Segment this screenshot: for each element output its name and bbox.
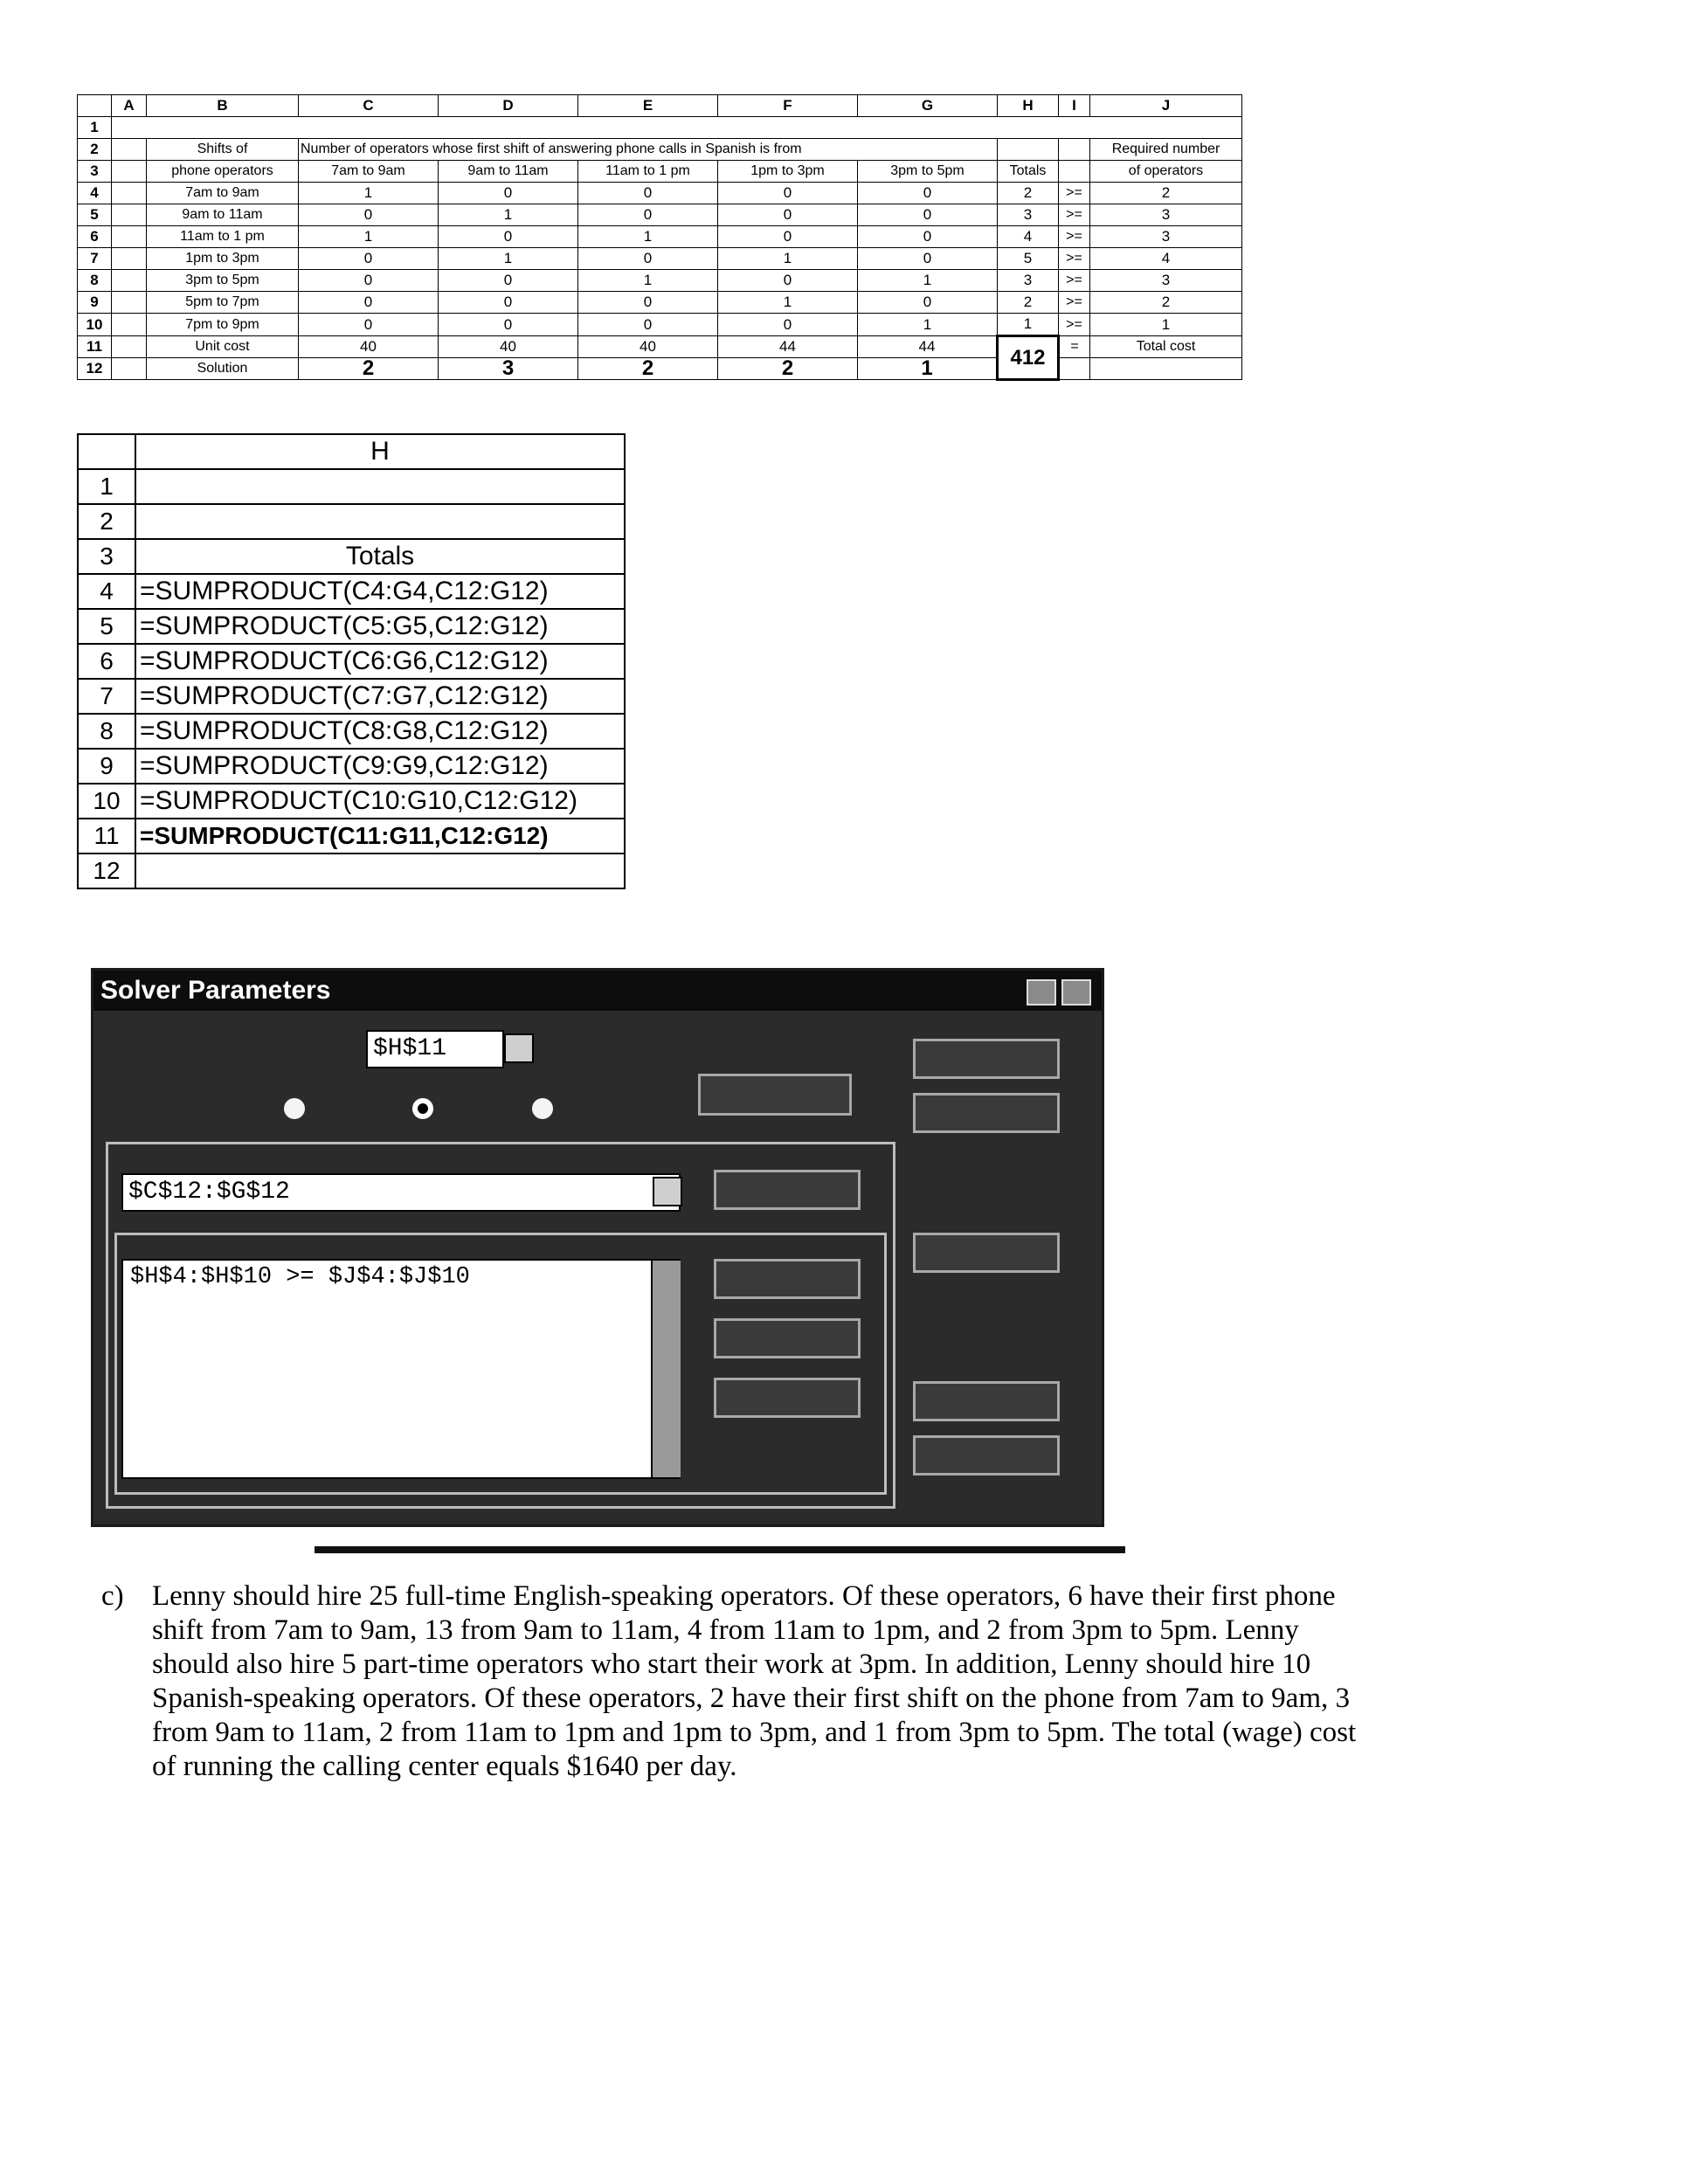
cell[interactable] <box>1059 161 1090 183</box>
formula-cell[interactable]: =SUMPRODUCT(C11:G11,C12:G12) <box>135 819 625 854</box>
changing-cells-input[interactable]: $C$12:$G$12 <box>121 1173 681 1212</box>
total-cell[interactable]: 3 <box>998 270 1059 292</box>
reset-all-button[interactable] <box>913 1381 1060 1421</box>
value-cell[interactable]: 1 <box>299 183 439 204</box>
delete-button[interactable] <box>714 1378 861 1418</box>
shifts-header-cell[interactable]: phone operators <box>147 161 299 183</box>
value-cell[interactable]: 1 <box>718 248 858 270</box>
total-cost-value[interactable]: 412 <box>998 336 1059 380</box>
constraints-list[interactable] <box>121 1259 681 1479</box>
operator-cell[interactable]: >= <box>1059 314 1090 336</box>
shift-label-cell[interactable]: 7pm to 9pm <box>147 314 299 336</box>
shift-label-cell[interactable]: 1pm to 3pm <box>147 248 299 270</box>
value-cell[interactable]: 0 <box>299 204 439 226</box>
cell[interactable] <box>1059 139 1090 161</box>
totals-header-cell[interactable]: Totals <box>998 161 1059 183</box>
unit-cost-cell[interactable]: 44 <box>858 336 998 358</box>
answer-paragraph <box>101 1579 1359 1784</box>
operator-cell[interactable]: >= <box>1059 183 1090 204</box>
period-header-cell[interactable]: 7am to 9am <box>299 161 439 183</box>
value-cell[interactable]: 1 <box>299 226 439 248</box>
required-cell[interactable]: 4 <box>1090 248 1242 270</box>
sheet-row <box>78 714 625 749</box>
row-header[interactable]: 4 <box>78 574 135 609</box>
total-cell[interactable]: 2 <box>998 292 1059 314</box>
operator-cell[interactable]: >= <box>1059 204 1090 226</box>
value-cell[interactable]: 0 <box>718 226 858 248</box>
value-cell[interactable]: 0 <box>858 292 998 314</box>
sheet-row <box>78 139 1242 161</box>
row-header[interactable]: 6 <box>78 226 112 248</box>
total-cell[interactable]: 5 <box>998 248 1059 270</box>
total-cell[interactable]: 2 <box>998 183 1059 204</box>
total-cell[interactable]: 1 <box>998 314 1059 336</box>
solution-cell[interactable]: 2 <box>718 358 858 380</box>
row-header[interactable]: 7 <box>78 248 112 270</box>
help-button[interactable] <box>913 1435 1060 1476</box>
equals-cell[interactable]: = <box>1059 336 1090 358</box>
value-cell[interactable]: 0 <box>578 183 718 204</box>
row-header[interactable]: 12 <box>78 358 112 380</box>
value-of-input[interactable] <box>698 1074 852 1116</box>
required-cell[interactable]: 2 <box>1090 292 1242 314</box>
cell[interactable] <box>112 161 147 183</box>
cell[interactable] <box>112 248 147 270</box>
value-cell[interactable]: 0 <box>299 270 439 292</box>
unit-cost-label[interactable]: Unit cost <box>147 336 299 358</box>
row-header[interactable]: 12 <box>78 854 135 888</box>
close-icon[interactable] <box>1061 979 1091 1006</box>
cell[interactable] <box>998 139 1059 161</box>
period-header-cell[interactable]: 9am to 11am <box>439 161 578 183</box>
value-cell[interactable]: 0 <box>718 204 858 226</box>
row-header[interactable]: 3 <box>78 539 135 574</box>
formula-cell[interactable]: =SUMPRODUCT(C6:G6,C12:G12) <box>135 644 625 679</box>
value-cell[interactable]: 0 <box>718 183 858 204</box>
col-header-e[interactable]: E <box>578 95 718 117</box>
value-cell[interactable]: 1 <box>439 204 578 226</box>
value-cell[interactable]: 1 <box>718 292 858 314</box>
help-icon[interactable] <box>1027 979 1056 1006</box>
row-header[interactable]: 5 <box>78 609 135 644</box>
row-header[interactable]: 9 <box>78 292 112 314</box>
sheet-row <box>78 161 1242 183</box>
shift-label-cell[interactable]: 3pm to 5pm <box>147 270 299 292</box>
cell[interactable] <box>112 314 147 336</box>
sheet-row <box>78 679 625 714</box>
value-cell[interactable]: 0 <box>718 270 858 292</box>
formula-sheet <box>77 433 626 889</box>
row-header[interactable]: 1 <box>78 469 135 504</box>
table-row <box>78 314 1242 336</box>
max-radio[interactable] <box>284 1098 305 1119</box>
required-cell[interactable]: 3 <box>1090 204 1242 226</box>
answer-label: c) <box>101 1580 124 1612</box>
table-row <box>78 204 1242 226</box>
col-header-h[interactable]: H <box>998 95 1059 117</box>
value-cell[interactable]: 0 <box>299 292 439 314</box>
close-button[interactable] <box>913 1093 1060 1133</box>
period-header-cell[interactable]: 3pm to 5pm <box>858 161 998 183</box>
table-row <box>78 270 1242 292</box>
sheet-row <box>78 784 625 819</box>
value-cell[interactable]: 0 <box>439 183 578 204</box>
required-header-cell[interactable]: Required number <box>1090 139 1242 161</box>
number-header-cell[interactable]: Number of operators whose first shift of answering phone calls in Spanish is from <box>299 139 998 161</box>
table-row <box>78 292 1242 314</box>
value-cell[interactable]: 0 <box>578 204 718 226</box>
solution-cell[interactable]: 3 <box>439 358 578 380</box>
value-cell[interactable]: 0 <box>578 314 718 336</box>
shifts-header-cell[interactable]: Shifts of <box>147 139 299 161</box>
solve-button[interactable] <box>913 1039 1060 1079</box>
col-header-b[interactable]: B <box>147 95 299 117</box>
formula-cell[interactable] <box>135 504 625 539</box>
unit-cost-cell[interactable]: 40 <box>578 336 718 358</box>
cell[interactable] <box>112 139 147 161</box>
cell[interactable] <box>112 336 147 358</box>
solution-cell[interactable]: 2 <box>299 358 439 380</box>
formula-cell[interactable]: =SUMPRODUCT(C5:G5,C12:G12) <box>135 609 625 644</box>
solver-dialog <box>91 968 1104 1527</box>
empty-row-cell[interactable] <box>112 117 1242 139</box>
operator-cell[interactable]: >= <box>1059 270 1090 292</box>
sheet-row <box>78 609 625 644</box>
cell[interactable] <box>1059 358 1090 380</box>
value-cell[interactable]: 0 <box>299 248 439 270</box>
min-radio[interactable] <box>412 1098 433 1119</box>
formula-cell[interactable]: =SUMPRODUCT(C7:G7,C12:G12) <box>135 679 625 714</box>
constraints-scrollbar[interactable] <box>651 1261 681 1477</box>
col-header-d[interactable]: D <box>439 95 578 117</box>
operator-cell[interactable]: >= <box>1059 292 1090 314</box>
value-cell[interactable]: 0 <box>858 204 998 226</box>
value-cell[interactable]: 0 <box>439 270 578 292</box>
table-row <box>78 183 1242 204</box>
unit-cost-cell[interactable]: 40 <box>439 336 578 358</box>
cell[interactable] <box>1090 358 1242 380</box>
row-header[interactable]: 6 <box>78 644 135 679</box>
value-cell[interactable]: 1 <box>578 226 718 248</box>
value-cell[interactable]: 1 <box>439 248 578 270</box>
solution-row <box>78 358 1242 380</box>
required-cell[interactable]: 1 <box>1090 314 1242 336</box>
formula-cell[interactable]: =SUMPRODUCT(C10:G10,C12:G12) <box>135 784 625 819</box>
solution-label[interactable]: Solution <box>147 358 299 380</box>
dialog-title <box>93 971 1102 1011</box>
col-header-f[interactable]: F <box>718 95 858 117</box>
target-cell-input[interactable]: $H$11 <box>366 1030 504 1068</box>
row-header[interactable]: 9 <box>78 749 135 784</box>
value-cell[interactable]: 1 <box>858 270 998 292</box>
required-cell[interactable]: 2 <box>1090 183 1242 204</box>
period-header-cell[interactable]: 1pm to 3pm <box>718 161 858 183</box>
sheet-row <box>78 539 625 574</box>
row-header[interactable]: 2 <box>78 504 135 539</box>
collapse-dialog-icon[interactable] <box>504 1033 534 1063</box>
total-cell[interactable]: 3 <box>998 204 1059 226</box>
row-header[interactable]: 10 <box>78 314 112 336</box>
column-header-row <box>78 95 1242 117</box>
constraint-item[interactable]: $H$4:$H$10 >= $J$4:$J$10 <box>130 1264 470 1290</box>
row-header[interactable]: 5 <box>78 204 112 226</box>
solution-cell[interactable]: 1 <box>858 358 998 380</box>
totals-header-cell[interactable]: Totals <box>135 539 625 574</box>
row-header[interactable]: 10 <box>78 784 135 819</box>
unit-cost-cell[interactable]: 40 <box>299 336 439 358</box>
col-header-a[interactable]: A <box>112 95 147 117</box>
sheet-row <box>78 504 625 539</box>
shift-schedule-sheet <box>77 94 1242 381</box>
value-cell[interactable]: 0 <box>718 314 858 336</box>
cell[interactable] <box>112 226 147 248</box>
operator-cell[interactable]: >= <box>1059 248 1090 270</box>
shift-label-cell[interactable]: 9am to 11am <box>147 204 299 226</box>
value-cell[interactable]: 0 <box>578 248 718 270</box>
period-header-cell[interactable]: 11am to 1 pm <box>578 161 718 183</box>
col-header-g[interactable]: G <box>858 95 998 117</box>
solution-cell[interactable]: 2 <box>578 358 718 380</box>
row-header[interactable]: 1 <box>78 117 112 139</box>
col-header-i[interactable]: I <box>1059 95 1090 117</box>
cell[interactable] <box>112 358 147 380</box>
formula-cell[interactable]: =SUMPRODUCT(C8:G8,C12:G12) <box>135 714 625 749</box>
row-header[interactable]: 3 <box>78 161 112 183</box>
cell[interactable] <box>112 270 147 292</box>
sheet-row <box>78 469 625 504</box>
value-cell[interactable]: 0 <box>578 292 718 314</box>
row-header[interactable]: 7 <box>78 679 135 714</box>
sheet-row <box>78 819 625 854</box>
shift-label-cell[interactable]: 7am to 9am <box>147 183 299 204</box>
unit-cost-cell[interactable]: 44 <box>718 336 858 358</box>
change-button[interactable] <box>714 1318 861 1358</box>
row-header[interactable]: 8 <box>78 714 135 749</box>
formula-cell[interactable]: =SUMPRODUCT(C9:G9,C12:G12) <box>135 749 625 784</box>
sheet-row <box>78 574 625 609</box>
col-header-j[interactable]: J <box>1090 95 1242 117</box>
cell[interactable] <box>112 292 147 314</box>
unit-cost-row <box>78 336 1242 358</box>
sheet-row <box>78 854 625 888</box>
value-cell[interactable]: 0 <box>439 292 578 314</box>
value-of-radio[interactable] <box>532 1098 553 1119</box>
divider <box>315 1546 1125 1553</box>
table-row <box>78 226 1242 248</box>
collapse-dialog-icon[interactable] <box>653 1177 682 1206</box>
formula-cell[interactable] <box>135 854 625 888</box>
total-cost-label[interactable]: Total cost <box>1090 336 1242 358</box>
value-cell[interactable]: 0 <box>439 314 578 336</box>
answer-text: Lenny should hire 25 full-time English-speaking operators. Of these operators, 6 have their first phone shift from 7am to 9am, 13 from 9am to 11am, 4 from 11am to 1pm, and 2 from 3pm to 5pm. Lenny should also hire 5 part-time operators who start their work at 3pm. In addition, Lenny should hire 10 Spanish-speaking operators. Of these operators, 2 have their first shift on the phone from 7am to 9am, 3 from 9am to 11am, 2 from 11am to 1pm and 1pm to 3pm, and 1 from 3pm to 5pm. The total (wage) cost of running the calling center equals $1640 per day. <box>152 1580 1357 1782</box>
value-cell[interactable]: 0 <box>858 248 998 270</box>
required-cell[interactable]: 3 <box>1090 226 1242 248</box>
dialog-title-text: Solver Parameters <box>100 976 331 1005</box>
add-button[interactable] <box>714 1259 861 1299</box>
sheet-row <box>78 749 625 784</box>
row-header[interactable]: 11 <box>78 336 112 358</box>
cell[interactable] <box>112 204 147 226</box>
options-button[interactable] <box>913 1233 1060 1273</box>
total-cell[interactable]: 4 <box>998 226 1059 248</box>
formula-cell[interactable] <box>135 469 625 504</box>
guess-button[interactable] <box>714 1170 861 1210</box>
corner-cell[interactable] <box>78 95 112 117</box>
shift-label-cell[interactable]: 5pm to 7pm <box>147 292 299 314</box>
value-cell[interactable]: 0 <box>299 314 439 336</box>
cell[interactable] <box>112 183 147 204</box>
corner-cell[interactable] <box>78 434 135 469</box>
value-cell[interactable]: 0 <box>858 183 998 204</box>
value-cell[interactable]: 0 <box>858 226 998 248</box>
operator-cell[interactable]: >= <box>1059 226 1090 248</box>
sheet-row <box>78 644 625 679</box>
value-cell[interactable]: 0 <box>439 226 578 248</box>
value-cell[interactable]: 1 <box>858 314 998 336</box>
sheet-row <box>78 117 1242 139</box>
shift-label-cell[interactable]: 11am to 1 pm <box>147 226 299 248</box>
required-header-cell[interactable]: of operators <box>1090 161 1242 183</box>
row-header[interactable]: 4 <box>78 183 112 204</box>
table-row <box>78 248 1242 270</box>
value-cell[interactable]: 1 <box>578 270 718 292</box>
row-header[interactable]: 11 <box>78 819 135 854</box>
row-header[interactable]: 8 <box>78 270 112 292</box>
col-header-c[interactable]: C <box>299 95 439 117</box>
row-header[interactable]: 2 <box>78 139 112 161</box>
column-header-row <box>78 434 625 469</box>
required-cell[interactable]: 3 <box>1090 270 1242 292</box>
col-header-h[interactable]: H <box>135 434 625 469</box>
formula-cell[interactable]: =SUMPRODUCT(C4:G4,C12:G12) <box>135 574 625 609</box>
